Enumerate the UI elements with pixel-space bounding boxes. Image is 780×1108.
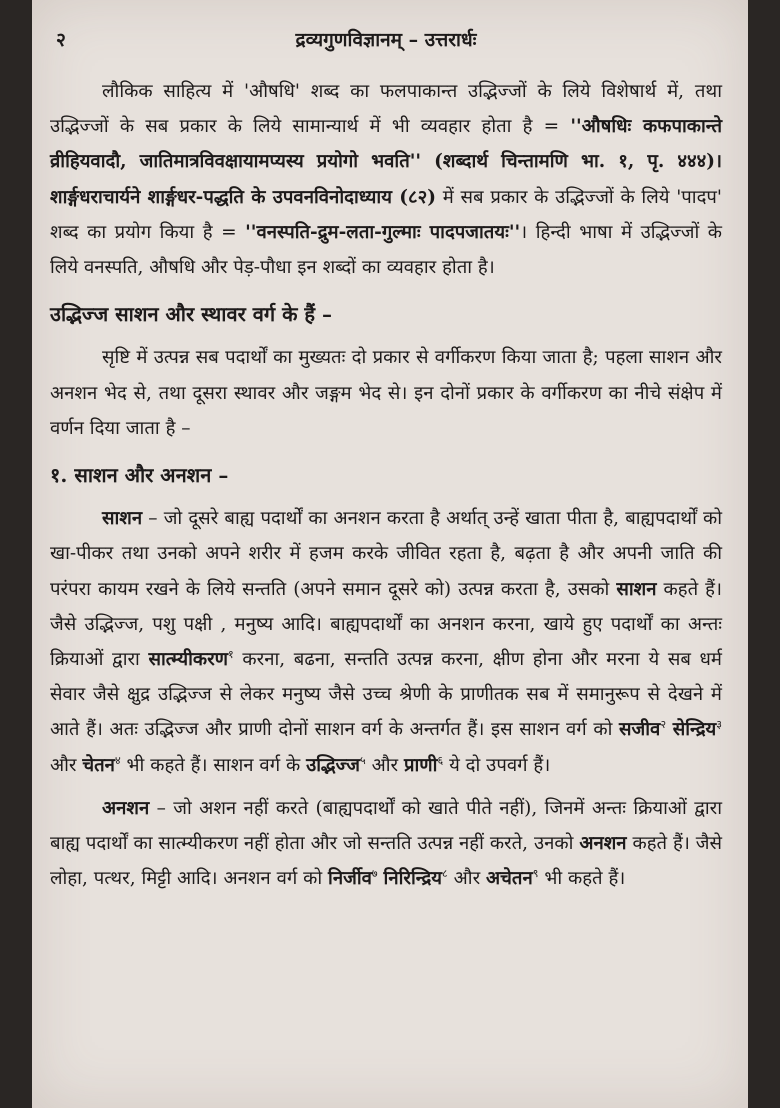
term-nirjeev: निर्जीव — [328, 868, 372, 890]
footnote-ref: ५ — [359, 753, 366, 767]
book-page — [32, 0, 748, 1108]
spacer — [50, 783, 722, 791]
paragraph-sashan — [50, 501, 722, 783]
footnote-ref: ८ — [442, 867, 448, 881]
term-satmyikaran: सात्म्यीकरण — [148, 649, 229, 671]
text-span: कहते हैं। जैसे लोहा, पत्थर, मिट्टी आदि। अनशन वर्ग को — [50, 833, 722, 890]
term-anashan: अनशन — [579, 833, 627, 855]
citation-sharngadhara: (शब्दार्थ चिन्तामणि भा. १, पृ. ४४४)। शार्ङ्गधराचार्यने शार्ङ्गधर-पद्धति के उपवनविनोदाध्याय (८२) — [50, 151, 722, 208]
footnote-ref: ४ — [114, 753, 121, 767]
quote-aushadhi: ''औषधिः कफपाकान्ते व्रीहियवादौ, जातिमात्रविवक्षायामप्यस्य प्रयोगो भवति'' — [50, 116, 722, 173]
term-sashan: साशन — [616, 578, 657, 600]
text-span: लौकिक साहित्य में 'औषधि' शब्द का फलपाकान्त उद्भिज्जों के लिये विशेषार्थ में, तथा उद्भिज्जों के सब प्रकार के लिये सामान्यार्थ में भी व्यवहार होता है = — [50, 81, 722, 138]
text-span: और — [365, 754, 404, 776]
paragraph-intro — [50, 74, 722, 285]
page-number: २ — [56, 29, 66, 51]
quote-padapa: ''वनस्पति-द्रुम-लता-गुल्माः पादपजातयः'' — [245, 221, 521, 243]
term-sajeev: सजीव — [619, 719, 661, 741]
term-sendriya: सेन्द्रिय — [672, 719, 717, 741]
text-span: – जो दूसरे बाह्य पदार्थों का अनशन करता है अर्थात् उन्हें खाता पीता है, बाह्यपदार्थों को खा-पीकर तथा उनको अपने शरीर में हजम करके जीवित रहता है, बढ़ता है और अपनी जाति की परंपरा कायम रखने के लिये सन्तति (अपने समान दूसरे को) उत्पन्न करता है, उसको — [50, 508, 722, 600]
section-heading-sashan: १. साशन और अनशन – — [50, 463, 229, 488]
footnote-ref: ६ — [437, 753, 444, 767]
footnote-ref: ७ — [371, 867, 378, 881]
footnote-ref: १ — [228, 647, 234, 661]
paragraph-classification: सृष्टि में उत्पन्न सब पदार्थों का मुख्यतः दो प्रकार से वर्गीकरण किया जाता है; पहला साशन और अनशन भेद से, तथा दूसरा स्थावर और जङ्गम भेद से। इन दोनों प्रकार के वर्गीकरण का नीचे संक्षेप में वर्णन दिया जाता है – — [50, 347, 722, 439]
term-sashan: साशन — [102, 508, 143, 530]
text-span — [666, 719, 673, 740]
term-udbhijja: उद्भिज्ज — [306, 754, 360, 776]
text-span: । हिन्दी भाषा में उद्भिज्जों के लिये वनस्पति, औषधि और पेड़-पौधा इन शब्दों का व्यवहार होता है। — [50, 221, 722, 279]
section-heading-udbhijja: उद्भिज्ज साशन और स्थावर वर्ग के हैं – — [50, 302, 332, 327]
text-span: में सब प्रकार के उद्भिज्जों के लिये 'पादप' शब्द का प्रयोग किया है = — [50, 186, 722, 243]
term-nirindriya: निरिन्द्रिय — [383, 868, 443, 890]
text-span: कहते हैं। जैसे उद्भिज्ज, पशु पक्षी , मनुष्य आदि। बाह्यपदार्थों का अनशन करना, खाये हुए पदार्थों का अन्तः क्रियाओं द्वारा — [50, 578, 722, 671]
text-span: ये दो उपवर्ग हैं। — [443, 754, 551, 776]
term-anashan: अनशन — [102, 797, 150, 819]
term-prani: प्राणी — [403, 754, 438, 776]
page-body — [50, 74, 722, 896]
term-chetan: चेतन — [82, 754, 115, 776]
running-title: द्रव्यगुणविज्ञानम् – उत्तरार्धः — [295, 29, 477, 51]
text-span: और — [447, 868, 487, 890]
text-span: भी कहते हैं। — [538, 868, 626, 890]
text-span: और — [50, 754, 83, 776]
paragraph-anashan — [50, 791, 722, 897]
text-span: भी कहते हैं। साशन वर्ग के — [120, 754, 307, 776]
term-achetan: अचेतन — [486, 868, 533, 890]
page-header — [50, 24, 722, 58]
text-span: करना, बढना, सन्तति उत्पन्न करना, क्षीण होना और मरना ये सब धर्म सेवार जैसे क्षुद्र उद्भिज्ज से लेकर मनुष्य जैसे उच्च श्रेणी के प्राणीतक सब में समानुरूप से देखने में आते हैं। अतः उद्भिज्ज और प्राणी दोनों साशन वर्ग के अन्तर्गत हैं। इस साशन वर्ग को — [50, 649, 722, 741]
footnote-ref: २ — [660, 718, 667, 732]
footnote-ref: ९ — [532, 867, 539, 881]
footnote-ref: ३ — [716, 718, 722, 732]
text-span: – जो अशन नहीं करते (बाह्यपदार्थों को खाते पीते नहीं), जिनमें अन्तः क्रियाओं द्वारा बाह्य पदार्थों का सात्म्यीकरण नहीं होता और जो सन्तति उत्पन्न नहीं करते, उनको — [50, 797, 722, 855]
